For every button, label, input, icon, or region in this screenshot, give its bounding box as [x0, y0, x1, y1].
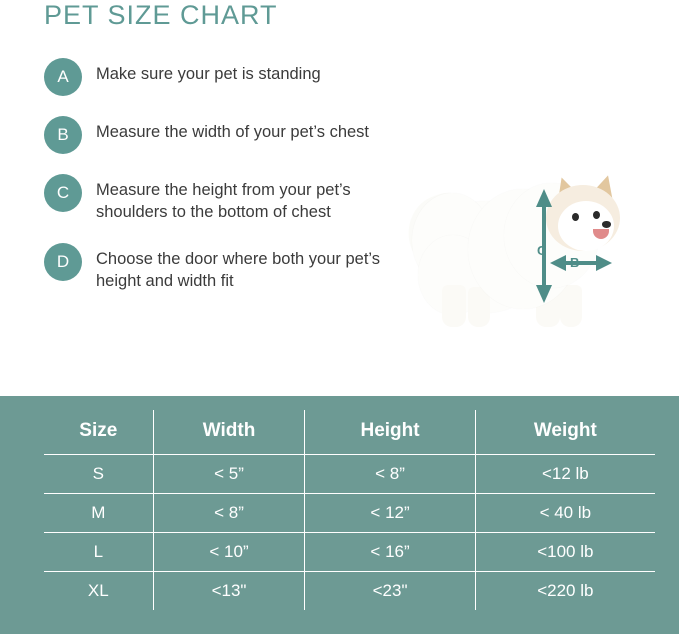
width-arrow-head-right [596, 255, 612, 271]
cell-size: M [44, 494, 153, 533]
step-item [44, 243, 404, 292]
step-text-b: Measure the width of your pet’s chest [96, 123, 370, 141]
step-text-a: Make sure your pet is standing [96, 65, 321, 83]
cell-width: < 8” [153, 494, 305, 533]
cell-height: < 12” [305, 494, 475, 533]
cell-width: < 10” [153, 533, 305, 572]
step-badge-c: C [44, 174, 82, 212]
steps-list [44, 58, 404, 312]
column-header-size: Size [44, 410, 153, 455]
page-title: PET SIZE CHART [44, 0, 278, 30]
height-arrow-head-bottom [536, 285, 552, 303]
size-table-panel [0, 396, 679, 634]
measurement-arrows [400, 165, 660, 350]
cell-weight: <12 lb [475, 455, 655, 494]
table-header-row [44, 410, 655, 455]
cell-size: XL [44, 572, 153, 611]
table-row [44, 533, 655, 572]
step-item [44, 116, 404, 154]
height-arrow-label: C [537, 243, 547, 258]
height-arrow-head-top [536, 189, 552, 207]
table-row [44, 572, 655, 611]
size-table [44, 410, 655, 610]
step-text-d: Choose the door where both your pet’s height and width fit [96, 250, 381, 290]
step-badge-d: D [44, 243, 82, 281]
cell-weight: <220 lb [537, 581, 594, 600]
cell-width: < 5” [153, 455, 305, 494]
width-arrow-head-left [550, 255, 566, 271]
step-badge-a: A [44, 58, 82, 96]
cell-width: <13" [153, 572, 305, 611]
column-header-weight: Weight [475, 410, 655, 455]
step-text-c: Measure the height from your pet’s shoulders to the bottom of chest [96, 181, 351, 221]
column-header-height: Height [305, 410, 475, 455]
size-table-head [44, 410, 655, 455]
table-row [44, 494, 655, 533]
width-arrow-label: B [570, 255, 580, 270]
column-header-width: Width [153, 410, 305, 455]
cell-height: < 8” [305, 455, 475, 494]
cell-weight: < 40 lb [475, 494, 655, 533]
step-item [44, 58, 404, 96]
step-badge-b: B [44, 116, 82, 154]
size-table-body [44, 455, 655, 611]
table-row [44, 455, 655, 494]
step-item [44, 174, 404, 223]
cell-size: S [44, 455, 153, 494]
dog-illustration [400, 165, 660, 350]
cell-size: L [44, 533, 153, 572]
cell-height: <23" [305, 572, 475, 611]
cell-height: < 16” [305, 533, 475, 572]
cell-weight: <100 lb [475, 533, 655, 572]
